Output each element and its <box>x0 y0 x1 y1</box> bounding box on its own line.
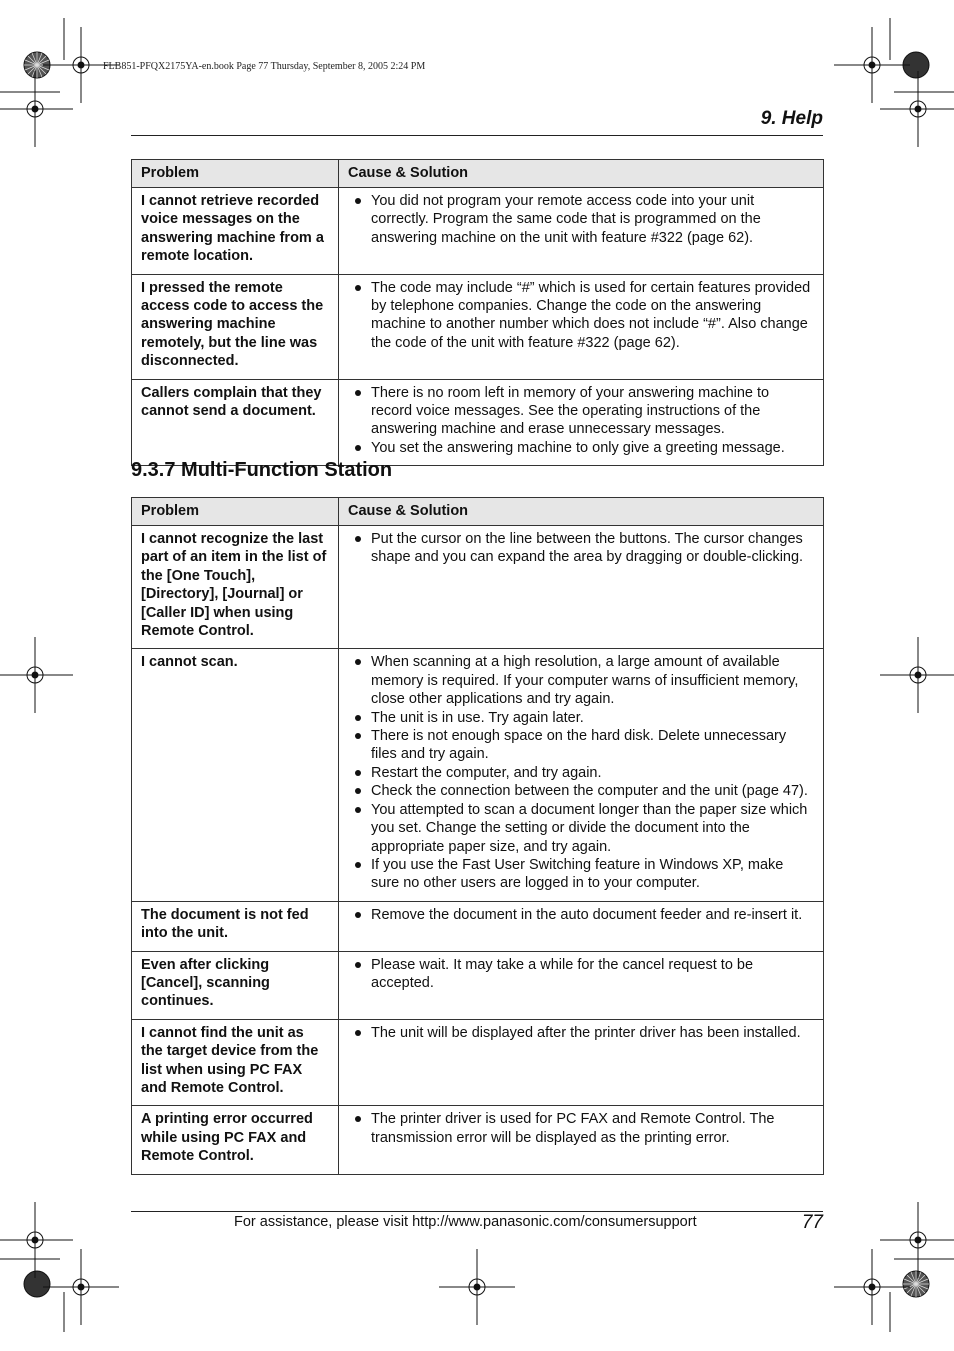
table-header-row <box>132 498 824 526</box>
solution-list <box>348 192 814 247</box>
problem-cell: I cannot find the unit as the target device from the list when using PC FAX and Remote Control. <box>132 1019 339 1106</box>
solution-list <box>348 1110 814 1147</box>
table-row <box>132 379 824 466</box>
solution-item: Put the cursor on the line between the buttons. The cursor changes shape and you can expand the area by dragging or double-clicking. <box>348 530 814 567</box>
solution-cell <box>339 649 824 901</box>
solution-item: The unit is in use. Try again later. <box>348 709 814 727</box>
troubleshooting-table-answering-machine <box>131 159 824 466</box>
problem-cell: Even after clicking [Cancel], scanning continues. <box>132 951 339 1019</box>
solution-item: The printer driver is used for PC FAX and Remote Control. The transmission error will be displayed as the printing error. <box>348 1110 814 1147</box>
registration-target-icon <box>439 1249 515 1325</box>
solution-cell <box>339 1019 824 1106</box>
chapter-title: 9. Help <box>760 108 823 129</box>
page-number: 77 <box>801 1212 823 1233</box>
registration-target-icon <box>880 637 954 713</box>
registration-target-icon <box>43 1249 119 1325</box>
troubleshooting-table-multi-function-station <box>131 497 824 1175</box>
header-problem: Problem <box>132 160 339 188</box>
starburst-icon <box>903 1271 929 1297</box>
solution-list <box>348 279 814 353</box>
header-rule <box>131 135 823 136</box>
registration-target-icon <box>834 1249 910 1325</box>
solution-list <box>348 906 814 924</box>
problem-cell: A printing error occurred while using PC FAX and Remote Control. <box>132 1106 339 1174</box>
registration-target-icon <box>0 1202 73 1278</box>
problem-cell: I cannot scan. <box>132 649 339 901</box>
footer-assistance-text: For assistance, please visit http://www.panasonic.com/consumersupport <box>234 1214 697 1230</box>
starburst-icon <box>24 1271 50 1297</box>
solution-item: Please wait. It may take a while for the cancel request to be accepted. <box>348 956 814 993</box>
table-row <box>132 649 824 901</box>
section-title: 9.3.7 Multi-Function Station <box>131 459 393 481</box>
header-cause-solution: Cause & Solution <box>339 498 824 526</box>
registration-target-icon <box>880 1202 954 1278</box>
table-row <box>132 951 824 1019</box>
solution-item: The code may include “#” which is used for certain features provided by telephone companies. Change the code on the answering machine to another number which does not include “#”. Also change the code of the unit with feature #322 (page 62). <box>348 279 814 353</box>
solution-item: The unit will be displayed after the printer driver has been installed. <box>348 1024 814 1042</box>
problem-cell: I pressed the remote access code to access the answering machine remotely, but the line was disconnected. <box>132 274 339 379</box>
problem-cell: I cannot retrieve recorded voice messages on the answering machine from a remote location. <box>132 188 339 275</box>
registration-target-icon <box>0 71 73 147</box>
solution-item: You set the answering machine to only give a greeting message. <box>348 439 814 457</box>
solution-cell <box>339 526 824 649</box>
solution-item: You attempted to scan a document longer than the paper size which you set. Change the setting or divide the document into the appropriate paper size, and try again. <box>348 801 814 856</box>
problem-cell: The document is not fed into the unit. <box>132 901 339 951</box>
header-cause-solution: Cause & Solution <box>339 160 824 188</box>
solution-list <box>348 384 814 458</box>
solution-cell <box>339 188 824 275</box>
table-row <box>132 526 824 649</box>
solution-item: You did not program your remote access code into your unit correctly. Program the same code that is programmed on the answering machine on the unit with feature #322 (page 62). <box>348 192 814 247</box>
print-job-info: FLB851-PFQX2175YA-en.book Page 77 Thursday, September 8, 2005 2:24 PM <box>103 61 426 72</box>
solution-cell <box>339 901 824 951</box>
solution-list <box>348 1024 814 1042</box>
registration-target-icon <box>880 71 954 147</box>
table-row <box>132 274 824 379</box>
solution-list <box>348 956 814 993</box>
solution-item: Restart the computer, and try again. <box>348 764 814 782</box>
solution-item: Check the connection between the computer and the unit (page 47). <box>348 782 814 800</box>
solution-list <box>348 653 814 892</box>
solution-list <box>348 530 814 567</box>
solution-item: If you use the Fast User Switching feature in Windows XP, make sure no other users are logged in to your computer. <box>348 856 814 893</box>
solution-cell <box>339 274 824 379</box>
footer-rule <box>131 1211 823 1212</box>
problem-cell: I cannot recognize the last part of an item in the list of the [One Touch], [Directory], [Journal] or [Caller ID] when using Remote Control. <box>132 526 339 649</box>
solution-cell <box>339 379 824 466</box>
table-body <box>132 526 824 1175</box>
solution-item: There is not enough space on the hard disk. Delete unnecessary files and try again. <box>348 727 814 764</box>
table-header-row <box>132 160 824 188</box>
table-row <box>132 188 824 275</box>
table-row <box>132 1019 824 1106</box>
solution-item: Remove the document in the auto document feeder and re-insert it. <box>348 906 814 924</box>
header-problem: Problem <box>132 498 339 526</box>
solution-item: When scanning at a high resolution, a large amount of available memory is required. If your computer warns of insufficient memory, close other applications and try again. <box>348 653 814 708</box>
table-row <box>132 1106 824 1174</box>
problem-cell: Callers complain that they cannot send a document. <box>132 379 339 466</box>
solution-cell <box>339 951 824 1019</box>
registration-target-icon <box>0 637 73 713</box>
solution-cell <box>339 1106 824 1174</box>
solution-item: There is no room left in memory of your answering machine to record voice messages. See the operating instructions of the answering machine and erase unnecessary messages. <box>348 384 814 439</box>
table-body <box>132 188 824 466</box>
table-row <box>132 901 824 951</box>
